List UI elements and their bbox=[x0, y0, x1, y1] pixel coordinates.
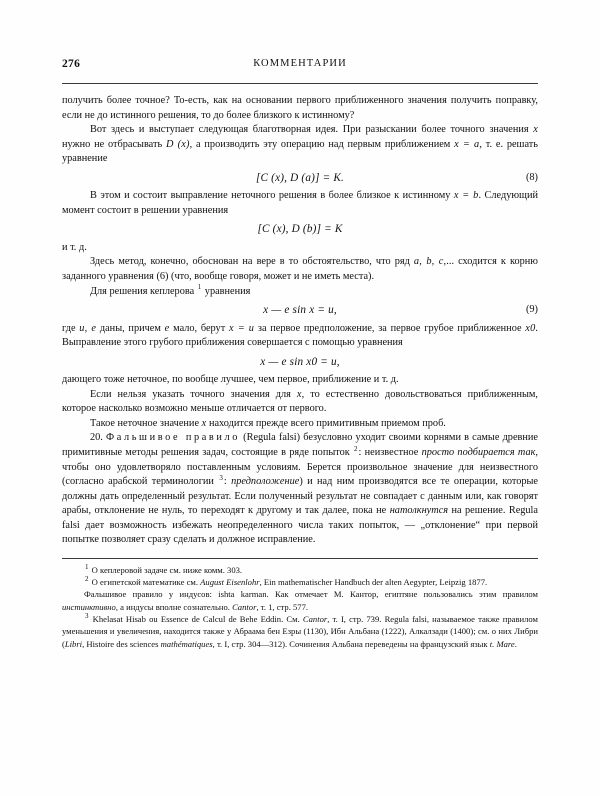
footnote-3: $^3$ Khelasat Hisab ou Essence de Calcul de Behe Eddin. См. Cantor, т. I, стр. 739. Regula falsi, называемое также правилом уменьшения и увеличения, находится также у Абраама бен Езры (1130), Ибн Альбана (1222), Алкалзади (1400); см. о них Либри (Libri, Histoire des sciences mathématiques, т. I, стр. 304—312). Сочинения Альбана переведены на французский язык t. Mare. bbox=[62, 612, 538, 649]
citation-august-eisenlohr: August Eisenlohr bbox=[200, 577, 260, 588]
footnote-marker-2: 2 bbox=[85, 575, 89, 584]
paragraph-8: дающего тоже неточное, по вообще лучшее, чем первое, приближение и т. д. bbox=[62, 374, 399, 386]
paragraph-3: В этом и состоит выправление неточного решения в более близкое к истинному x = b. Следующий момент состоит в решении уравнения bbox=[62, 190, 538, 216]
paragraph-9: Если нельзя указать точного значения для x, то естественно довольствоваться приближенным, которое насколько возможно меньше отличается от первого. bbox=[62, 388, 538, 415]
section-title-falshivoe-pravilo: Фальшивое правило bbox=[106, 432, 240, 444]
footnote-1: $^1$ О кеплеровой задаче см. ниже комм. 303. bbox=[85, 563, 243, 575]
running-head bbox=[62, 58, 538, 80]
emphasis-natolknutsya: натолкнутся bbox=[389, 505, 449, 517]
footnote-ref-2[interactable]: 2 bbox=[354, 444, 358, 453]
footnote-separator-rule bbox=[62, 558, 538, 559]
equation-8-body: [C (x), D (a)] = K. bbox=[255, 171, 345, 184]
emphasis-prosto-podbiraetsya: просто подбирается так bbox=[421, 447, 536, 459]
paragraph-10: Такое неточное значение x находится прежде всего примитивным приемом проб. bbox=[90, 417, 446, 429]
math-x: x bbox=[533, 124, 538, 136]
footnote-2-continuation: Фальшивое правило у индусов: ishta karman. Как отмечает М. Кантор, египтяне пользовались этим правилом инстинктивно, а индусы вполне сознательно. Cantor, т. 1, стр. 577. bbox=[62, 589, 538, 612]
paragraph-6: Для решения кеплерова $^1$ уравнения bbox=[90, 283, 251, 297]
paragraph-5: Здесь метод, конечно, обоснован на вере в то обстоятельство, что ряд a, b, c,... сходится к корню заданного уравнения (6) (что, вообще говоря, может и не иметь места). bbox=[62, 256, 539, 283]
section-number-20: 20. bbox=[90, 432, 107, 444]
equation-9-number: (9) bbox=[525, 304, 538, 316]
citation-t-mare: t. Mare bbox=[489, 638, 515, 649]
page-number: 276 bbox=[62, 58, 81, 70]
equation-10 bbox=[62, 355, 538, 370]
equation-b-body: [C (x), D (b)] = K bbox=[257, 223, 343, 236]
citation-cantor-2: Cantor bbox=[302, 614, 328, 625]
body-text bbox=[62, 94, 538, 548]
math-x-eq-u: x = и bbox=[228, 322, 255, 334]
math-series-abc: a, b, c, bbox=[413, 256, 447, 268]
math-u-e: и, e bbox=[79, 322, 97, 334]
emphasis-predpolozhenie: предположение bbox=[231, 476, 300, 488]
paragraph-1: получить более точное? То-есть, как на основании первого приближенного значения получить поправку, если не до истинного решения, то до более близкого к истинному? bbox=[62, 95, 538, 121]
equation-9 bbox=[62, 303, 538, 318]
paragraph-2: Вот здесь и выступает следующая благотворная идея. При разыскании более точного значения x нужно не отбрасывать D (x), а производить эту операцию над первым приближением x = a, т. е. решать уравнение bbox=[62, 124, 538, 165]
math-x-3: x bbox=[201, 417, 207, 429]
citation-libri: Libri bbox=[64, 638, 83, 649]
math-x-eq-b: x = b bbox=[453, 190, 479, 202]
citation-cantor-1: Cantor bbox=[232, 601, 257, 612]
footnote-marker-1: 1 bbox=[85, 563, 89, 571]
math-x-2: x bbox=[296, 388, 302, 400]
equation-10-body: x — e sin x0 = и, bbox=[260, 355, 340, 368]
math-x-eq-a: x = a bbox=[454, 138, 480, 150]
equation-8 bbox=[62, 171, 538, 186]
footnotes-block bbox=[62, 564, 538, 650]
paragraph-11-regula-falsi: 20. Фальшивое правило (Regula falsi) безусловно уходит своими корнями в самые древние примитивные методы решения задач, состоящие в ряде попыток $^2$: неизвестное просто подбирается так, чтобы оно удовлетворяло поставленным условиям. Берется произвольное значение для неизвестного (согласно арабской терминологии $^3$: предположение) и над ним производятся все те операции, которые должны дать определенный результат. Если полученный результат не совпадает с данным или, как говорят арабы, отклонение не нуль, то переходят к другому и так далее, пока не натолкнутся на решение. Regula falsi дает возможность избежать неопределенного числа таких попыток, — „отклонение“ при первой попытке позволяет сразу сделать и должное исправление. bbox=[62, 432, 539, 546]
header-rule bbox=[62, 83, 538, 84]
paragraph-4: и т. д. bbox=[62, 241, 87, 253]
math-x0: x0 bbox=[525, 322, 536, 334]
footnote-marker-3: 3 bbox=[85, 612, 89, 621]
math-e: e bbox=[164, 322, 170, 334]
footnote-2: $^2$ О египетской математике см. August Eisenlohr, Ein mathematischer Handbuch der alten Aegypter, Leipzig 1877. bbox=[85, 575, 488, 588]
paragraph-7: где и, e даны, причем e мало, берут x = и за первое предположение, за первое грубое приближенное x0. Выправление этого грубого приближения совершается с помощью уравнения bbox=[62, 322, 538, 349]
equation-8-number: (8) bbox=[525, 171, 538, 183]
running-head-title: КОММЕНТАРИИ bbox=[253, 58, 347, 69]
footnote-ref-3[interactable]: 3 bbox=[219, 473, 223, 482]
emphasis-instinktivno: инстинктивно bbox=[62, 601, 116, 612]
math-dx: D (x) bbox=[165, 138, 190, 150]
equation-9-body: x — e sin x = и, bbox=[263, 304, 337, 317]
footnote-ref-1[interactable]: 1 bbox=[197, 283, 202, 292]
citation-mathematiques: mathématiques bbox=[160, 638, 213, 649]
equation-b bbox=[62, 222, 538, 237]
